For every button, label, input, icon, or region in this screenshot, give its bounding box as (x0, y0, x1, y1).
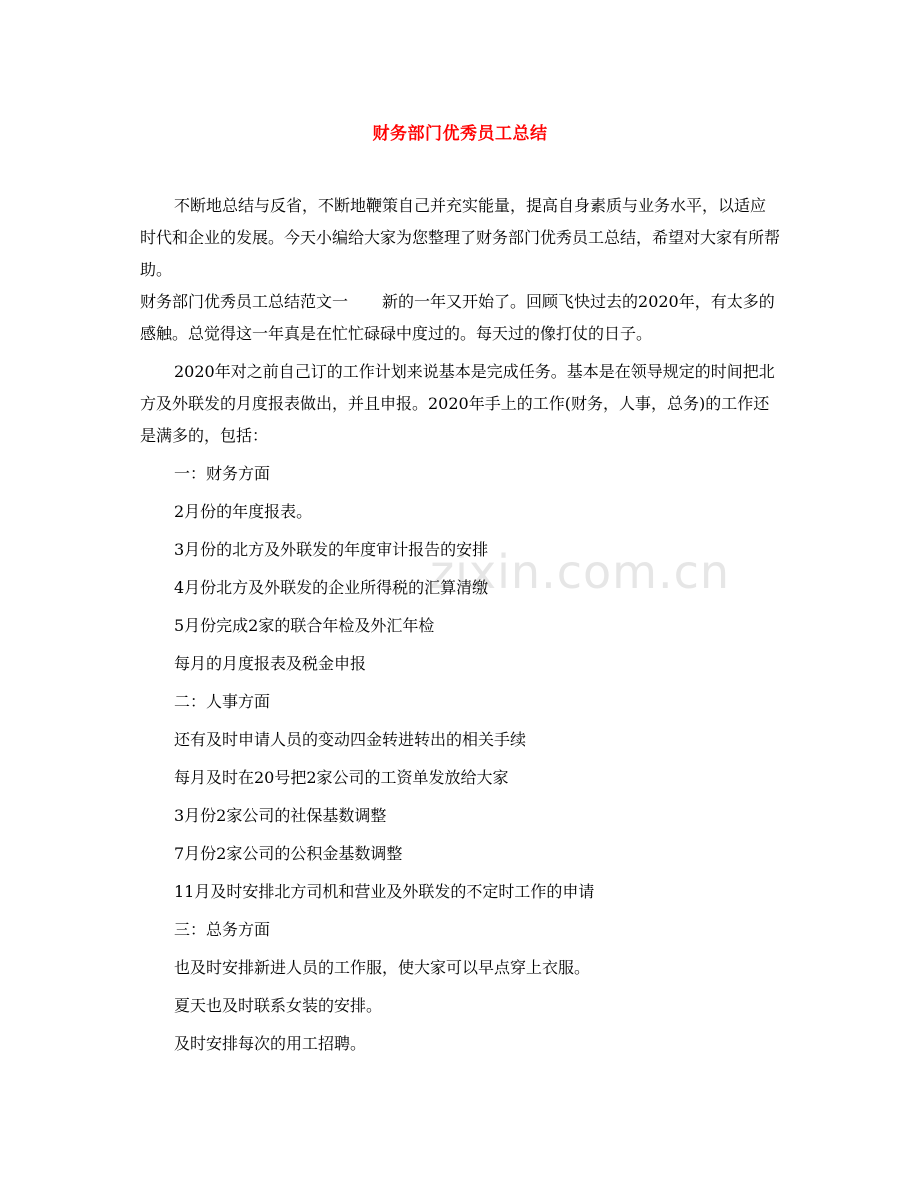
watermark: zixin.com.cn (430, 545, 731, 599)
list-item: 3月份2家公司的社保基数调整 (174, 806, 387, 825)
sample-first-text: 新的一年又开始了。回顾飞快过去的2020年，有太多的感触。总觉得这一年真是在忙忙碌碌中度过的。每天过的像打仗的日子。 (140, 292, 775, 343)
list-item: 还有及时申请人员的变动四金转进转出的相关手续 (174, 730, 527, 749)
list-item: 夏天也及时联系女装的安排。 (174, 996, 383, 1015)
list-item: 三：总务方面 (174, 920, 271, 939)
list-item: 4月份北方及外联发的企业所得税的汇算清缴 (174, 578, 489, 597)
list-item: 7月份2家公司的公积金基数调整 (174, 844, 403, 863)
document-title: 财务部门优秀员工总结 (372, 124, 548, 144)
list-item: 5月份完成2家的联合年检及外汇年检 (174, 616, 435, 635)
list-item: 也及时安排新进人员的工作服，使大家可以早点穿上衣服。 (174, 958, 591, 977)
work-summary-paragraph: 2020年对之前自己订的工作计划来说基本是完成任务。基本是在领导规定的时间把北方及外联发的月度报表做出，并且申报。2020年手上的工作(财务，人事，总务)的工作还是满多的，包括： (140, 362, 775, 445)
list-item: 及时安排每次的用工招聘。 (174, 1034, 367, 1053)
list-item: 每月及时在20号把2家公司的工资单发放给大家 (174, 768, 509, 787)
list-item: 11月及时安排北方司机和营业及外联发的不定时工作的申请 (174, 882, 595, 901)
list-item: 3月份的北方及外联发的年度审计报告的安排 (174, 540, 489, 559)
sample-paragraph (140, 286, 780, 350)
work-item-list (140, 458, 780, 1060)
list-item: 二：人事方面 (174, 692, 271, 711)
sample-heading: 财务部门优秀员工总结范文一 (140, 292, 349, 311)
list-item: 一：财务方面 (174, 464, 271, 483)
intro-paragraph: 不断地总结与反省，不断地鞭策自己并充实能量，提高自身素质与业务水平，以适应时代和企业的发展。今天小编给大家为您整理了财务部门优秀员工总结，希望对大家有所帮助。 (140, 196, 781, 279)
list-item: 2月份的年度报表。 (174, 502, 313, 521)
list-item: 每月的月度报表及税金申报 (174, 654, 367, 673)
document-body (140, 190, 780, 1060)
